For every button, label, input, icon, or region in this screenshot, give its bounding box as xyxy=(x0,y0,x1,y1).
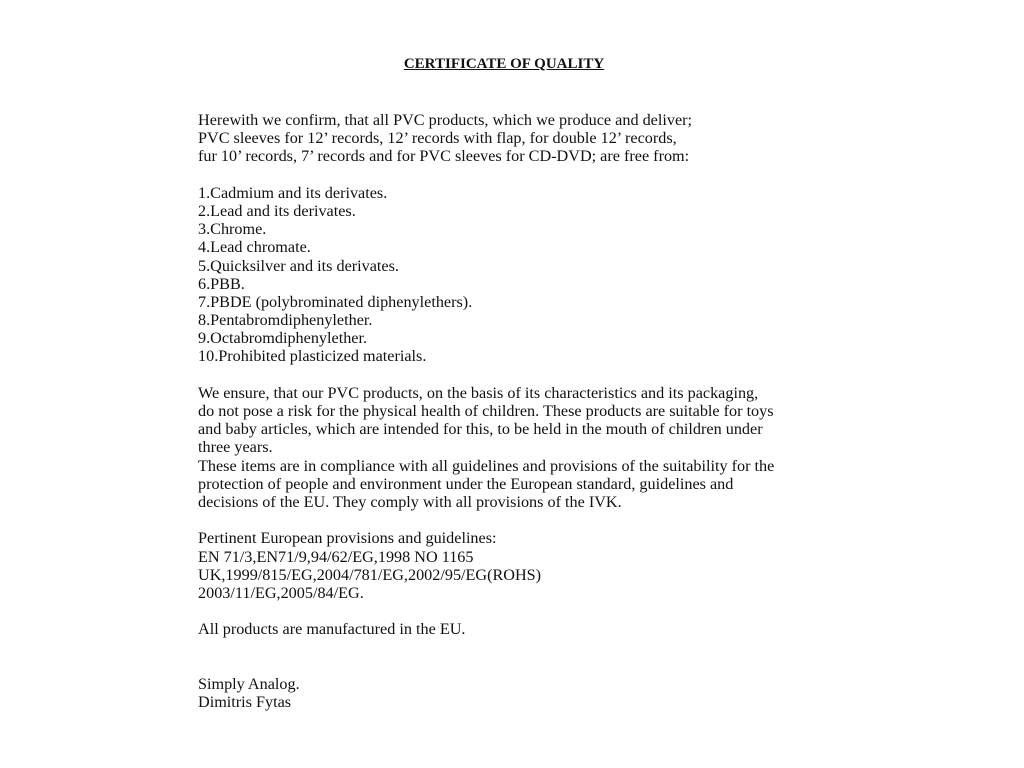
text-line: These items are in compliance with all guidelines and provisions of the suitability for the xyxy=(198,456,775,475)
assurance-paragraph xyxy=(198,384,774,511)
list-item: 1.Cadmium and its derivates. xyxy=(198,183,388,202)
list-item: 9.Octabromdiphenylether. xyxy=(198,329,368,348)
text-line: do not pose a risk for the physical health of children. These products are suitable for toys xyxy=(198,402,774,420)
list-item: 8.Pentabromdiphenylether. xyxy=(198,311,373,330)
text-line: three years. xyxy=(198,438,273,457)
text-line: fur 10’ records, 7’ records and for PVC sleeves for CD-DVD; are free from: xyxy=(198,147,690,166)
list-item: 2.Lead and its derivates. xyxy=(198,201,356,220)
document-body xyxy=(198,111,774,711)
list-item: 10.Prohibited plasticized materials. xyxy=(198,347,427,366)
text-line: and baby articles, which are intended for this, to be held in the mouth of children under xyxy=(198,420,763,439)
text-line: PVC sleeves for 12’ records, 12’ records with flap, for double 12’ records, xyxy=(198,129,677,148)
list-item: 4.Lead chromate. xyxy=(198,238,311,257)
signatory-name: Dimitris Fytas xyxy=(198,693,292,712)
text-line: Herewith we confirm, that all PVC products, which we produce and deliver; xyxy=(198,111,693,129)
substance-list xyxy=(198,184,774,366)
list-item: 6.PBB. xyxy=(198,274,245,293)
intro-paragraph xyxy=(198,111,774,166)
list-item: 7.PBDE (polybrominated diphenylethers). xyxy=(198,292,473,311)
document-title: CERTIFICATE OF QUALITY xyxy=(403,56,605,72)
list-item: 3.Chrome. xyxy=(198,220,267,239)
text-line: decisions of the EU. They comply with all provisions of the IVK. xyxy=(198,492,622,511)
text-line: 2003/11/EG,2005/84/EG. xyxy=(198,583,364,602)
company-name: Simply Analog. xyxy=(198,674,300,693)
text-line: Pertinent European provisions and guidelines: xyxy=(198,529,497,548)
signature-block xyxy=(198,675,774,711)
provisions-paragraph xyxy=(198,529,774,602)
text-line: We ensure, that our PVC products, on the basis of its characteristics and its packaging, xyxy=(198,383,759,402)
text-line: protection of people and environment under the European standard, guidelines and xyxy=(198,474,734,493)
manufactured-statement: All products are manufactured in the EU. xyxy=(198,620,466,639)
text-line: EN 71/3,EN71/9,94/62/EG,1998 NO 1165 xyxy=(198,547,474,566)
text-line: UK,1999/815/EG,2004/781/EG,2002/95/EG(ROHS) xyxy=(198,565,542,584)
list-item: 5.Quicksilver and its derivates. xyxy=(198,256,399,275)
